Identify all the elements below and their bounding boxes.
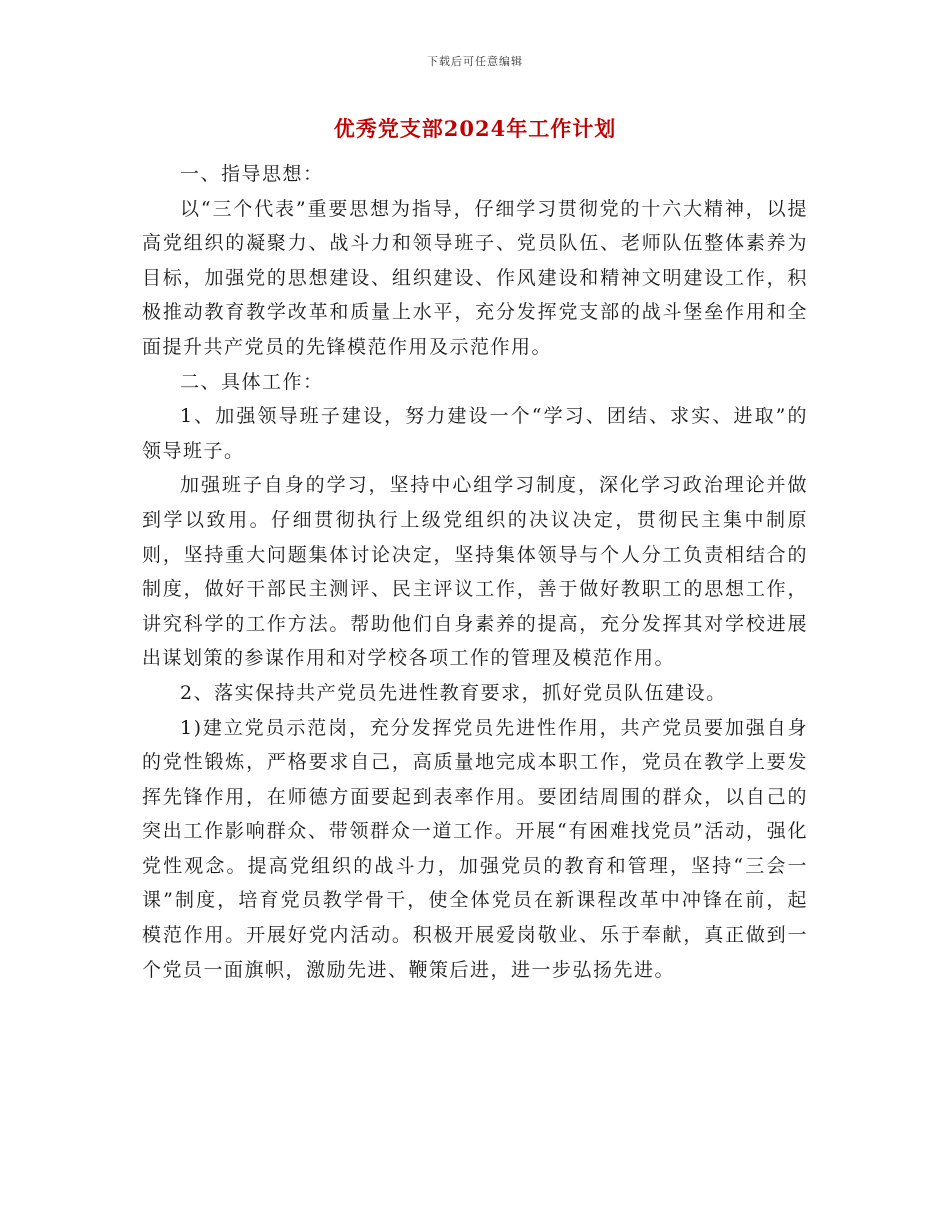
section-heading-specific-work: 二、具体工作：	[180, 370, 324, 393]
section-heading-guiding-ideology: 一、指导思想：	[180, 163, 324, 185]
header-note: 下载后可任意编辑	[427, 55, 523, 68]
item-leadership-building: 1、加强领导班子建设，努力建设一个“学习、团结、求实、进取”的领导班子。	[142, 405, 808, 462]
document-body	[142, 157, 808, 987]
paragraph-guiding-ideology: 以“三个代表”重要思想为指导，仔细学习贯彻党的十六大精神，以提高党组织的凝聚力、战斗力和领导班子、党员队伍、老师队伍整体素养为目标，加强党的思想建设、组织建设、作风建设和精神文明建设工作，积极推动教育教学改革和质量上水平，充分发挥党支部的战斗堡垒作用和全面提升共产党员的先锋模范作用及示范作用。	[142, 197, 808, 358]
paragraph-model-post: 1)建立党员示范岗，充分发挥党员先进性作用，共产党员要加强自身的党性锻炼，严格要求自己，高质量地完成本职工作，党员在教学上要发挥先锋作用，在师德方面要起到表率作用。要团结周围的群众，以自己的突出工作影响群众、带领群众一道工作。开展“有困难找党员”活动，强化党性观念。提高党组织的战斗力，加强党员的教育和管理，坚持“三会一课”制度，培育党员教学骨干，使全体党员在新课程改革中冲锋在前，起模范作用。开展好党内活动。积极开展爱岗敬业、乐于奉献，真正做到一个党员一面旗帜，激励先进、鞭策后进，进一步弘扬先进。	[142, 716, 808, 981]
paragraph-leadership-study: 加强班子自身的学习，坚持中心组学习制度，深化学习政治理论并做到学以致用。仔细贯彻执行上级党组织的决议决定，贯彻民主集中制原则，坚持重大问题集体讨论决定，坚持集体领导与个人分工负责相结合的制度，做好干部民主测评、民主评议工作，善于做好教职工的思想工作，讲究科学的工作方法。帮助他们自身素养的提高，充分发挥其对学校进展出谋划策的参谋作用和对学校各项工作的管理及模范作用。	[142, 474, 808, 670]
item-party-member-building: 2、落实保持共产党员先进性教育要求，抓好党员队伍建设。	[180, 681, 727, 704]
document-title: 优秀党支部2024年工作计划	[333, 116, 617, 141]
